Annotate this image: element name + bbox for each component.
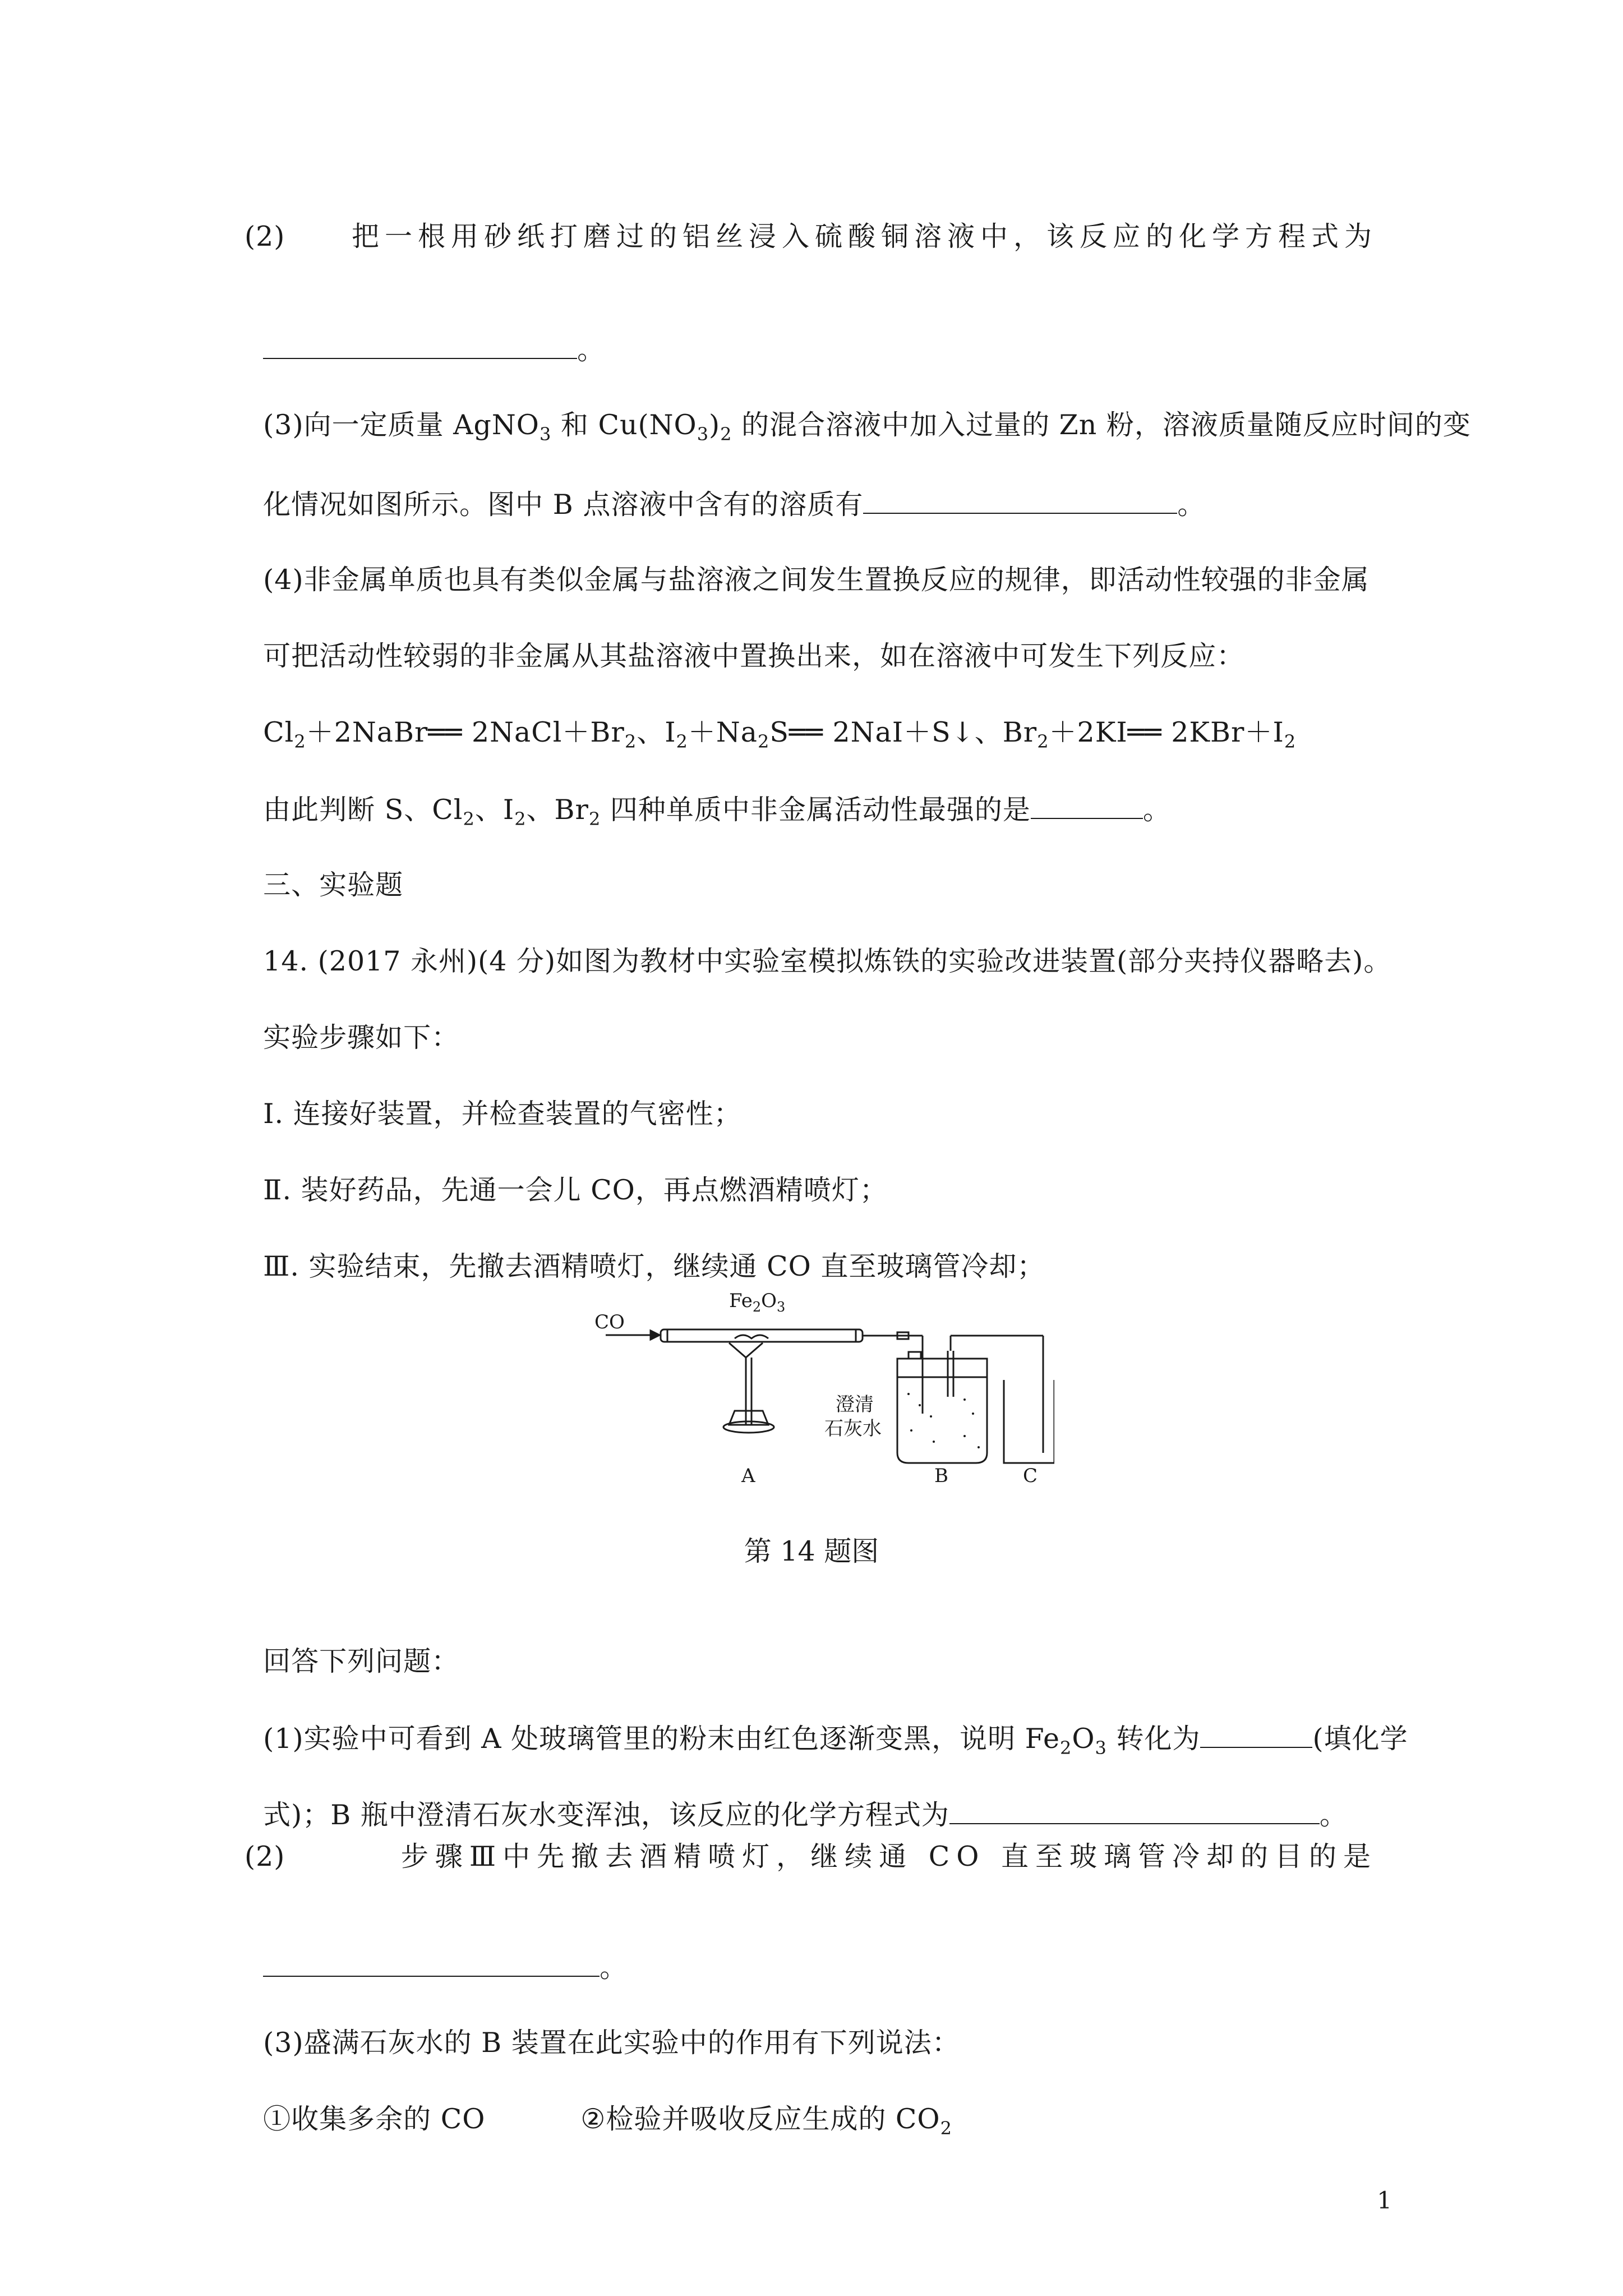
limewater-label-1: 澄清	[836, 1393, 874, 1416]
bottle-b	[897, 1359, 987, 1463]
powder-shape	[735, 1335, 768, 1338]
option-1: ①收集多余的 CO	[263, 2103, 486, 2135]
q14-steps-title: 实验步骤如下：	[263, 1022, 460, 1053]
a1-line1: (1)实验中可看到 A 处玻璃管里的粉末由红色逐渐变黑，说明 $Fe_2O_3$ 转化为 (填化学	[245, 1687, 1408, 1756]
label-a: A	[741, 1465, 755, 1487]
q14-step2: Ⅱ. 装好药品，先通一会儿 CO，再点燃酒精喷灯；	[263, 1174, 888, 1206]
answer-blank[interactable]	[263, 1950, 600, 1977]
q14-step3: Ⅲ. 实验结束，先撤去酒精喷灯，继续通 CO 直至玻璃管冷却；	[263, 1250, 1045, 1282]
answer-blank[interactable]	[1031, 792, 1143, 819]
fe2o3-label: $Fe_2O_3$	[729, 1290, 786, 1315]
q4-equations: $Cl_2+2NaBr══$ $2NaCl+Br_2$、$I_2+Na_2S══$ 2NaI＋S↓、$Br_2+2KI══$ $2KBr+I_2$	[263, 716, 1297, 752]
label-c: C	[1023, 1465, 1038, 1487]
q2-number: (2)	[245, 220, 285, 252]
answer-blank[interactable]	[949, 1797, 1320, 1824]
co-label: CO	[594, 1311, 625, 1333]
q2-line2: 。	[245, 298, 605, 367]
section-heading: 三、实验题	[263, 869, 404, 901]
a3-line: (3)盛满石灰水的 B 装置在此实验中的作用有下列说法：	[263, 2027, 960, 2059]
q3-line1: (3)向一定质量 AgNO$_3$ 和 $Cu(NO_3)_2$ 的混合溶液中加入过量的 Zn 粉，溶液质量随反应时间的变	[263, 409, 1471, 445]
q14-intro: 14. (2017 永州)(4 分)如图为教材中实验室模拟炼铁的实验改进装置(部分夹持仪器略去)。	[263, 945, 1392, 977]
a1-line2: 式)；B 瓶中澄清石灰水变浑浊，该反应的化学方程式为 。	[245, 1764, 1348, 1832]
q4-line2: 可把活动性较弱的非金属从其盐溶液中置换出来，如在溶液中可发生下列反应：	[263, 640, 1245, 672]
a2-line2: 。	[245, 1916, 628, 1985]
a2-line1: (2) 步骤Ⅲ中先撤去酒精喷灯，继续通 CO 直至玻璃管冷却的目的是	[245, 1841, 1377, 1872]
q4-line4: 由此判断 S、$Cl_2$、$I_2$、$Br_2$ 四种单质中非金属活动性最强的是 。	[245, 758, 1171, 827]
figure-caption: 第 14 题图	[744, 1535, 879, 1567]
q4-line1: (4)非金属单质也具有类似金属与盐溶液之间发生置换反应的规律，即活动性较强的非金属	[263, 564, 1370, 596]
q3-line2: 化情况如图所示。图中 B 点溶液中含有的溶质有 。	[245, 453, 1205, 522]
answer-blank[interactable]	[1200, 1721, 1312, 1748]
q14-step1: Ⅰ. 连接好装置，并检查装置的气密性；	[263, 1098, 742, 1130]
page-number: 1	[1377, 2187, 1392, 2214]
arrow-icon	[651, 1331, 660, 1340]
q2-line1	[245, 220, 1377, 254]
beaker-c	[1004, 1380, 1054, 1463]
apparatus-figure	[594, 1285, 1054, 1487]
option-2: ②检验并吸收反应生成的 $CO_2$	[580, 2103, 952, 2139]
answer-blank[interactable]	[263, 332, 577, 359]
lamp-flame	[729, 1343, 763, 1358]
a3-options	[245, 2069, 952, 2139]
answer-blank[interactable]	[863, 487, 1177, 514]
label-b: B	[934, 1465, 948, 1487]
answer-title: 回答下列问题：	[263, 1645, 460, 1677]
limewater-label-2: 石灰水	[824, 1418, 882, 1440]
q2-text: 把一根用砂纸打磨过的铝丝浸入硫酸铜溶液中，该反应的化学方程式为	[351, 220, 1377, 252]
